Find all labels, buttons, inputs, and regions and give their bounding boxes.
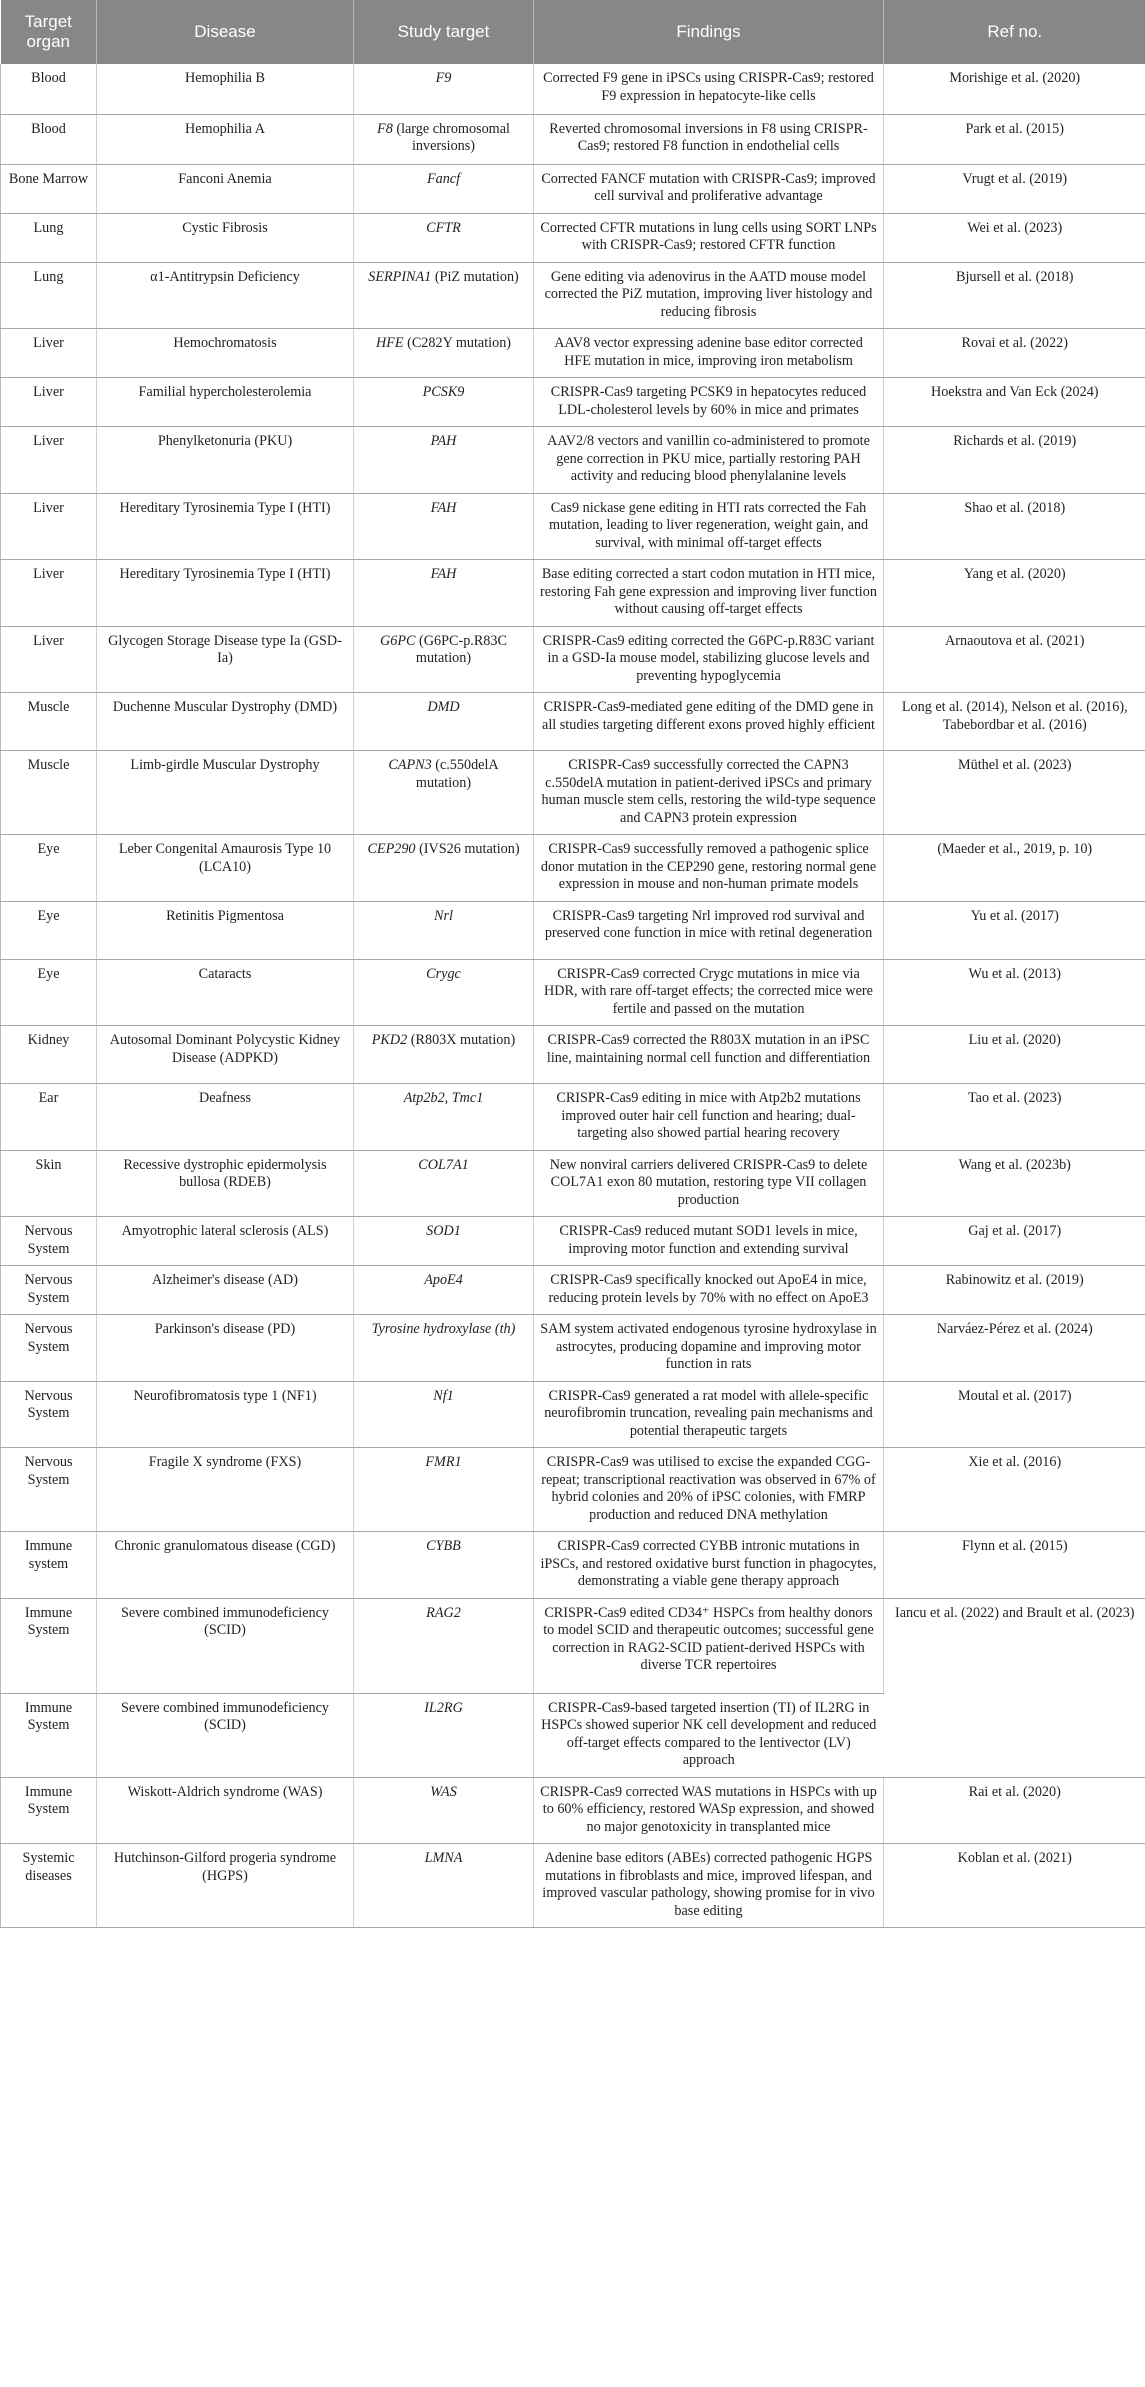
gene-name: LMNA xyxy=(424,1850,463,1866)
cell-disease: Familial hypercholesterolemia xyxy=(97,378,354,427)
cell-ref-no: Flynn et al. (2015) xyxy=(884,1532,1145,1599)
gene-name: PKD2 xyxy=(371,1032,408,1048)
cell-ref-no: Müthel et al. (2023) xyxy=(884,751,1145,835)
cell-disease: Neurofibromatosis type 1 (NF1) xyxy=(97,1381,354,1448)
cell-findings: CRISPR-Cas9 reduced mutant SOD1 levels in mice, improving motor function and extending survival xyxy=(534,1217,884,1266)
cell-target-organ: Immune System xyxy=(1,1598,97,1693)
gene-name: CAPN3 xyxy=(388,757,432,773)
cell-target-organ: Eye xyxy=(1,959,97,1026)
cell-disease: Deafness xyxy=(97,1084,354,1151)
cell-ref-no: Yu et al. (2017) xyxy=(884,901,1145,959)
cell-findings: CRISPR-Cas9 corrected Crygc mutations in mice via HDR, with rare off-target effects; the corrected mice were fertile and passed on the mutation xyxy=(534,959,884,1026)
cell-target-organ: Eye xyxy=(1,835,97,902)
cell-findings: CRISPR-Cas9 successfully corrected the CAPN3 c.550delA mutation in patient-derived iPSCs and primary human muscle stem cells, restoring the wild-type sequence and CAPN3 protein expression xyxy=(534,751,884,835)
gene-name: DMD xyxy=(427,699,460,715)
cell-disease: Severe combined immunodeficiency (SCID) xyxy=(97,1693,354,1777)
cell-disease: Chronic granulomatous disease (CGD) xyxy=(97,1532,354,1599)
cell-findings: Corrected F9 gene in iPSCs using CRISPR-Cas9; restored F9 expression in hepatocyte-like cells xyxy=(534,64,884,114)
cell-target-organ: Muscle xyxy=(1,751,97,835)
table-row xyxy=(1,262,1145,329)
gene-detail: (IVS26 mutation) xyxy=(415,841,520,857)
cell-findings: CRISPR-Cas9 specifically knocked out ApoE4 in mice, reducing protein levels by 70% with no effect on ApoE3 xyxy=(534,1266,884,1315)
cell-target-organ: Lung xyxy=(1,262,97,329)
cell-findings: New nonviral carriers delivered CRISPR-Cas9 to delete COL7A1 exon 80 mutation, restoring type VII collagen production xyxy=(534,1150,884,1217)
cell-target-organ: Nervous System xyxy=(1,1266,97,1315)
cell-disease: Wiskott-Aldrich syndrome (WAS) xyxy=(97,1777,354,1844)
gene-name: CEP290 xyxy=(367,841,416,857)
cell-target-organ: Lung xyxy=(1,213,97,262)
gene-name: CFTR xyxy=(426,219,461,236)
cell-study-target xyxy=(354,1217,534,1266)
cell-study-target xyxy=(354,959,534,1026)
cell-target-organ: Skin xyxy=(1,1150,97,1217)
cell-ref-no: Richards et al. (2019) xyxy=(884,427,1145,494)
cell-ref-no: Narváez-Pérez et al. (2024) xyxy=(884,1315,1145,1382)
cell-findings: Corrected CFTR mutations in lung cells using SORT LNPs with CRISPR-Cas9; restored CFTR function xyxy=(534,213,884,262)
cell-findings: CRISPR-Cas9 corrected the R803X mutation in an iPSC line, maintaining normal cell function and differentiation xyxy=(534,1026,884,1084)
cell-disease: Severe combined immunodeficiency (SCID) xyxy=(97,1598,354,1693)
cell-target-organ: Muscle xyxy=(1,693,97,751)
cell-disease: Hemophilia A xyxy=(97,114,354,164)
cell-study-target xyxy=(354,1315,534,1382)
cell-ref-no: Bjursell et al. (2018) xyxy=(884,262,1145,329)
cell-disease: Limb-girdle Muscular Dystrophy xyxy=(97,751,354,835)
header-target-organ: Target organ xyxy=(1,0,97,64)
gene-name: FMR1 xyxy=(425,1454,462,1470)
cell-disease: Leber Congenital Amaurosis Type 10 (LCA10) xyxy=(97,835,354,902)
cell-target-organ: Liver xyxy=(1,560,97,627)
cell-study-target xyxy=(354,1150,534,1217)
table-row xyxy=(1,751,1145,835)
table-row xyxy=(1,1084,1145,1151)
gene-detail: (R803X mutation) xyxy=(407,1032,516,1048)
table-row xyxy=(1,835,1145,902)
cell-findings: CRISPR-Cas9 targeting Nrl improved rod survival and preserved cone function in mice with retinal degeneration xyxy=(534,901,884,959)
cell-ref-no: Yang et al. (2020) xyxy=(884,560,1145,627)
cell-disease: Hereditary Tyrosinemia Type I (HTI) xyxy=(97,493,354,560)
cell-ref-no: Arnaoutova et al. (2021) xyxy=(884,626,1145,693)
gene-detail: (c.550delA mutation) xyxy=(415,757,499,791)
table-row xyxy=(1,164,1145,213)
cell-study-target xyxy=(354,164,534,213)
gene-name: PAH xyxy=(430,433,457,449)
table-row xyxy=(1,427,1145,494)
cell-study-target xyxy=(354,626,534,693)
gene-name: Tyrosine hydroxylase (th) xyxy=(371,1321,516,1337)
cell-disease: Retinitis Pigmentosa xyxy=(97,901,354,959)
table-row xyxy=(1,64,1145,114)
cell-findings: CRISPR-Cas9 targeting PCSK9 in hepatocytes reduced LDL-cholesterol levels by 60% in mice and primates xyxy=(534,378,884,427)
header-findings: Findings xyxy=(534,0,884,64)
table-row xyxy=(1,1381,1145,1448)
table-body xyxy=(1,64,1145,1928)
cell-disease: Hutchinson-Gilford progeria syndrome (HGPS) xyxy=(97,1844,354,1928)
cell-ref-no: Moutal et al. (2017) xyxy=(884,1381,1145,1448)
cell-ref-no: (Maeder et al., 2019, p. 10) xyxy=(884,835,1145,902)
gene-name: IL2RG xyxy=(424,1699,463,1716)
cell-disease: Hemochromatosis xyxy=(97,329,354,378)
cell-ref-no: Iancu et al. (2022) and Brault et al. (2023) xyxy=(884,1598,1145,1777)
gene-name: Atp2b2, Tmc1 xyxy=(403,1090,484,1106)
table-row xyxy=(1,378,1145,427)
cell-ref-no: Long et al. (2014), Nelson et al. (2016), Tabebordbar et al. (2016) xyxy=(884,693,1145,751)
cell-findings: CRISPR-Cas9 corrected CYBB intronic mutations in iPSCs, and restored oxidative burst function in phagocytes, demonstrating a viable gene therapy approach xyxy=(534,1532,884,1599)
gene-name: HFE xyxy=(375,335,404,351)
gene-name: WAS xyxy=(430,1783,457,1800)
table-row xyxy=(1,1532,1145,1599)
header-ref-no: Ref no. xyxy=(884,0,1145,64)
table-row xyxy=(1,493,1145,560)
cell-target-organ: Immune System xyxy=(1,1777,97,1844)
header-disease: Disease xyxy=(97,0,354,64)
cell-study-target xyxy=(354,1844,534,1928)
cell-findings: CRISPR-Cas9-based targeted insertion (TI) of IL2RG in HSPCs showed superior NK cell development and reduced off-target effects compared to the lentivector (LV) approach xyxy=(534,1693,884,1777)
cell-target-organ: Blood xyxy=(1,114,97,164)
cell-target-organ: Bone Marrow xyxy=(1,164,97,213)
table-row xyxy=(1,901,1145,959)
cell-disease: Fanconi Anemia xyxy=(97,164,354,213)
gene-name: COL7A1 xyxy=(418,1156,469,1173)
cell-target-organ: Kidney xyxy=(1,1026,97,1084)
gene-name: SERPINA1 xyxy=(368,268,432,285)
table-row xyxy=(1,626,1145,693)
table-row xyxy=(1,114,1145,164)
cell-study-target xyxy=(354,378,534,427)
cell-ref-no: Wu et al. (2013) xyxy=(884,959,1145,1026)
gene-name: F9 xyxy=(435,70,452,86)
cell-findings: AAV2/8 vectors and vanillin co-administered to promote gene correction in PKU mice, partially restoring PAH activity and reducing blood phenylalanine levels xyxy=(534,427,884,494)
cell-ref-no: Shao et al. (2018) xyxy=(884,493,1145,560)
cell-findings: CRISPR-Cas9 generated a rat model with allele-specific neurofibromin truncation, revealing pain mechanisms and potential therapeutic targets xyxy=(534,1381,884,1448)
cell-ref-no: Morishige et al. (2020) xyxy=(884,64,1145,114)
gene-name: CYBB xyxy=(426,1538,461,1554)
cell-study-target xyxy=(354,751,534,835)
cell-study-target xyxy=(354,1693,534,1777)
cell-study-target xyxy=(354,427,534,494)
cell-findings: Reverted chromosomal inversions in F8 using CRISPR-Cas9; restored F8 function in endothelial cells xyxy=(534,114,884,164)
gene-name: FAH xyxy=(430,566,457,582)
gene-name: Fancf xyxy=(426,170,461,187)
table-row xyxy=(1,1150,1145,1217)
cell-study-target xyxy=(354,493,534,560)
cell-disease: Cataracts xyxy=(97,959,354,1026)
gene-detail: (PiZ mutation) xyxy=(431,268,519,285)
cell-ref-no: Xie et al. (2016) xyxy=(884,1448,1145,1532)
cell-disease: Glycogen Storage Disease type Ia (GSD-Ia) xyxy=(97,626,354,693)
cell-study-target xyxy=(354,262,534,329)
cell-target-organ: Eye xyxy=(1,901,97,959)
gene-name: ApoE4 xyxy=(424,1272,463,1288)
cell-ref-no: Rai et al. (2020) xyxy=(884,1777,1145,1844)
gene-detail: (large chromosomal inversions) xyxy=(392,120,510,154)
cell-disease: Amyotrophic lateral sclerosis (ALS) xyxy=(97,1217,354,1266)
cell-ref-no: Rovai et al. (2022) xyxy=(884,329,1145,378)
header-study-target: Study target xyxy=(354,0,534,64)
cell-study-target xyxy=(354,901,534,959)
cell-study-target xyxy=(354,1026,534,1084)
cell-findings: CRISPR-Cas9 corrected WAS mutations in HSPCs with up to 60% efficiency, restored WASp expression, and showed no major genotoxicity in transplanted mice xyxy=(534,1777,884,1844)
cell-findings: CRISPR-Cas9 was utilised to excise the expanded CGG-repeat; transcriptional reactivation was observed in 67% of hybrid colonies and 20% of iPSC colonies, with FMRP production and reduced DNA methylation xyxy=(534,1448,884,1532)
cell-ref-no: Liu et al. (2020) xyxy=(884,1026,1145,1084)
cell-disease: Parkinson's disease (PD) xyxy=(97,1315,354,1382)
cell-target-organ: Nervous System xyxy=(1,1217,97,1266)
gene-name: Crygc xyxy=(426,965,461,982)
cell-target-organ: Immune System xyxy=(1,1693,97,1777)
cell-study-target xyxy=(354,1084,534,1151)
table-row xyxy=(1,1598,1145,1693)
cell-target-organ: Liver xyxy=(1,626,97,693)
cell-disease: Alzheimer's disease (AD) xyxy=(97,1266,354,1315)
cell-findings: CRISPR-Cas9 successfully removed a pathogenic splice donor mutation in the CEP290 gene, restoring normal gene expression in mouse and non-human primate models xyxy=(534,835,884,902)
cell-findings: Cas9 nickase gene editing in HTI rats corrected the Fah mutation, leading to liver regeneration, weight gain, and survival, with minimal off-target effects xyxy=(534,493,884,560)
table-row xyxy=(1,1315,1145,1382)
header-row xyxy=(1,0,1145,64)
cell-study-target xyxy=(354,835,534,902)
table-row xyxy=(1,1448,1145,1532)
cell-findings: CRISPR-Cas9 editing corrected the G6PC-p.R83C variant in a GSD-Ia mouse model, stabilizing glucose levels and preventing hypoglycemia xyxy=(534,626,884,693)
cell-disease: Autosomal Dominant Polycystic Kidney Disease (ADPKD) xyxy=(97,1026,354,1084)
gene-name: Nf1 xyxy=(433,1387,454,1404)
cell-findings: Base editing corrected a start codon mutation in HTI mice, restoring Fah gene expression and improving liver function without causing off-target effects xyxy=(534,560,884,627)
table-row xyxy=(1,1217,1145,1266)
cell-study-target xyxy=(354,1532,534,1599)
gene-name: F8 xyxy=(377,120,393,137)
cell-target-organ: Ear xyxy=(1,1084,97,1151)
cell-disease: Hereditary Tyrosinemia Type I (HTI) xyxy=(97,560,354,627)
cell-study-target xyxy=(354,1777,534,1844)
table-row xyxy=(1,560,1145,627)
cell-target-organ: Immune system xyxy=(1,1532,97,1599)
table-row xyxy=(1,1844,1145,1928)
cell-disease: Recessive dystrophic epidermolysis bullosa (RDEB) xyxy=(97,1150,354,1217)
cell-findings: SAM system activated endogenous tyrosine hydroxylase in astrocytes, producing dopamine and improving motor function in rats xyxy=(534,1315,884,1382)
cell-findings: AAV8 vector expressing adenine base editor corrected HFE mutation in mice, improving iron metabolism xyxy=(534,329,884,378)
cell-target-organ: Nervous System xyxy=(1,1315,97,1382)
cell-study-target xyxy=(354,1266,534,1315)
cell-target-organ: Liver xyxy=(1,493,97,560)
gene-name: RAG2 xyxy=(426,1604,461,1621)
cell-ref-no: Hoekstra and Van Eck (2024) xyxy=(884,378,1145,427)
table-row xyxy=(1,213,1145,262)
cell-study-target xyxy=(354,213,534,262)
cell-study-target xyxy=(354,114,534,164)
cell-target-organ: Nervous System xyxy=(1,1381,97,1448)
gene-name: Nrl xyxy=(434,907,453,924)
cell-findings: CRISPR-Cas9-mediated gene editing of the DMD gene in all studies targeting different exons proved highly efficient xyxy=(534,693,884,751)
cell-ref-no: Wei et al. (2023) xyxy=(884,213,1145,262)
cell-target-organ: Blood xyxy=(1,64,97,114)
table-row xyxy=(1,693,1145,751)
cell-disease: Phenylketonuria (PKU) xyxy=(97,427,354,494)
cell-ref-no: Tao et al. (2023) xyxy=(884,1084,1145,1151)
table-row xyxy=(1,329,1145,378)
table-row xyxy=(1,1026,1145,1084)
cell-ref-no: Rabinowitz et al. (2019) xyxy=(884,1266,1145,1315)
cell-study-target xyxy=(354,560,534,627)
cell-study-target xyxy=(354,1598,534,1693)
gene-detail: (C282Y mutation) xyxy=(403,335,512,351)
cell-findings: Corrected FANCF mutation with CRISPR-Cas9; improved cell survival and proliferative advantage xyxy=(534,164,884,213)
cell-study-target xyxy=(354,693,534,751)
cell-target-organ: Systemic diseases xyxy=(1,1844,97,1928)
cell-study-target xyxy=(354,329,534,378)
cell-disease: Fragile X syndrome (FXS) xyxy=(97,1448,354,1532)
cell-disease: Hemophilia B xyxy=(97,64,354,114)
cell-target-organ: Liver xyxy=(1,427,97,494)
cell-findings: Adenine base editors (ABEs) corrected pathogenic HGPS mutations in fibroblasts and mice, improved lifespan, and improved vascular pathology, showing promise for in vivo base editing xyxy=(534,1844,884,1928)
cell-disease: α1-Antitrypsin Deficiency xyxy=(97,262,354,329)
cell-findings: CRISPR-Cas9 edited CD34⁺ HSPCs from healthy donors to model SCID and therapeutic outcomes; successful gene correction in RAG2-SCID patient-derived HSPCs with diverse TCR repertoires xyxy=(534,1598,884,1693)
gene-name: PCSK9 xyxy=(422,384,465,400)
cell-findings: CRISPR-Cas9 editing in mice with Atp2b2 mutations improved outer hair cell function and hearing; dual-targeting also showed partial hearing recovery xyxy=(534,1084,884,1151)
cell-findings: Gene editing via adenovirus in the AATD mouse model corrected the PiZ mutation, improving liver histology and reducing fibrosis xyxy=(534,262,884,329)
gene-detail: (G6PC-p.R83C mutation) xyxy=(415,632,507,666)
cell-ref-no: Gaj et al. (2017) xyxy=(884,1217,1145,1266)
cell-study-target xyxy=(354,1448,534,1532)
cell-target-organ: Nervous System xyxy=(1,1448,97,1532)
cell-disease: Duchenne Muscular Dystrophy (DMD) xyxy=(97,693,354,751)
cell-disease: Cystic Fibrosis xyxy=(97,213,354,262)
cell-study-target xyxy=(354,64,534,114)
gene-name: G6PC xyxy=(380,632,416,649)
cell-target-organ: Liver xyxy=(1,329,97,378)
table-row xyxy=(1,959,1145,1026)
table-row xyxy=(1,1266,1145,1315)
gene-name: FAH xyxy=(430,499,457,516)
cell-target-organ: Liver xyxy=(1,378,97,427)
gene-name: SOD1 xyxy=(426,1223,461,1239)
cell-study-target xyxy=(354,1381,534,1448)
cell-ref-no: Koblan et al. (2021) xyxy=(884,1844,1145,1928)
table-row xyxy=(1,1777,1145,1844)
cell-ref-no: Vrugt et al. (2019) xyxy=(884,164,1145,213)
cell-ref-no: Wang et al. (2023b) xyxy=(884,1150,1145,1217)
cell-ref-no: Park et al. (2015) xyxy=(884,114,1145,164)
